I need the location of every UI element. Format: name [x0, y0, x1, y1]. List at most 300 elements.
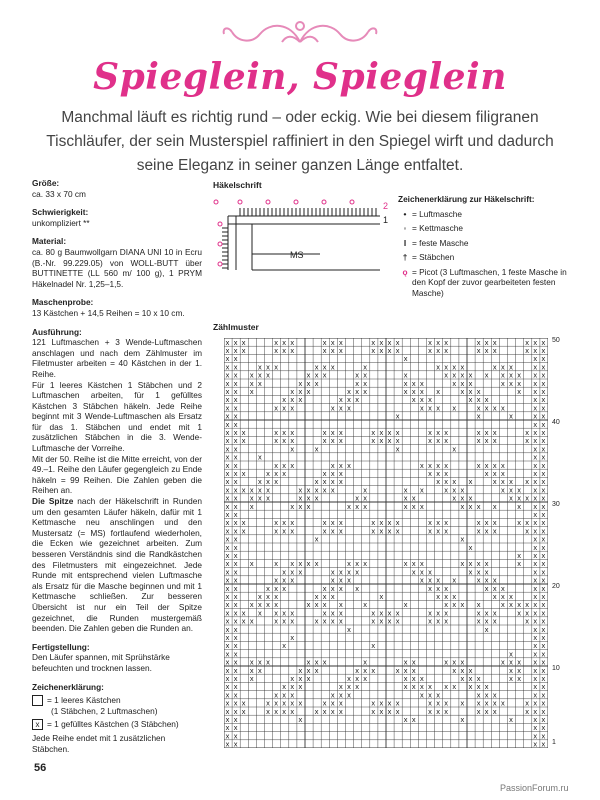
filled-box: x [452, 444, 457, 454]
filled-box: x [452, 485, 457, 495]
filled-box: x [233, 657, 238, 667]
filled-box: x [274, 403, 278, 413]
filled-box: x [476, 608, 481, 618]
filled-box: x [225, 510, 230, 519]
filled-box: x [339, 395, 343, 405]
filled-box: x [484, 690, 489, 700]
filled-box: x [436, 436, 440, 446]
filled-box: x [363, 657, 368, 667]
filled-box: x [460, 362, 465, 372]
filled-box: x [233, 649, 238, 659]
filled-box: x [233, 633, 238, 642]
filled-box: x [468, 501, 473, 511]
filled-box: x [484, 583, 489, 593]
filled-box: x [225, 338, 230, 347]
filled-box: x [233, 469, 238, 478]
filled-box: x [339, 575, 343, 585]
filled-box: x [233, 534, 238, 544]
filled-box: x [322, 698, 327, 708]
filled-box: x [501, 403, 505, 413]
double-crochet-icon: † [402, 252, 408, 262]
filled-box: x [339, 518, 343, 528]
filled-box: x [322, 706, 327, 716]
filled-box: x [420, 387, 424, 396]
filled-box: x [436, 428, 440, 437]
filled-box: x [330, 706, 335, 716]
filled-box: x [476, 567, 481, 577]
filled-box: x [533, 526, 538, 536]
filled-box: x [274, 526, 278, 536]
filled-box: x [403, 485, 408, 495]
filled-box: x [395, 346, 400, 355]
filled-box: x [306, 387, 311, 396]
filled-box: x [298, 559, 303, 569]
filled-box: x [533, 403, 538, 413]
filled-box: x [225, 608, 230, 618]
filled-box: x [436, 616, 440, 626]
filled-box: x [492, 362, 497, 372]
filled-box: x [339, 526, 343, 536]
filled-box: x [403, 682, 408, 692]
filled-box: x [476, 395, 481, 405]
filled-box: x [225, 682, 230, 692]
filled-box: x [258, 493, 262, 503]
filled-box: x [274, 592, 278, 601]
filled-box: x [452, 600, 457, 610]
filled-box: x [403, 378, 408, 388]
filled-box: x [314, 477, 319, 487]
filled-box: x [517, 657, 521, 667]
filled-box: x [533, 501, 538, 511]
filled-box: x [501, 362, 505, 372]
filled-box: x [541, 551, 546, 560]
filled-box: x [282, 567, 287, 577]
filled-box: x [225, 534, 230, 544]
filled-box: x [525, 346, 530, 355]
filled-box: x [347, 682, 351, 692]
filled-box: x [468, 387, 473, 396]
filled-box: x [241, 485, 246, 495]
filled-box: x [282, 698, 287, 708]
filled-box: x [444, 346, 449, 355]
filled-box: x [330, 338, 335, 347]
filled-box: x [411, 674, 416, 683]
filled-box: x [225, 715, 230, 724]
filled-box: x [298, 378, 303, 388]
filled-box: x [509, 485, 513, 495]
filled-box: x [241, 346, 246, 355]
filled-box: x [355, 387, 359, 396]
filled-box: x [436, 518, 440, 528]
filled-box: x [420, 575, 424, 585]
filled-box: x [525, 518, 530, 528]
filled-box: x [347, 501, 351, 511]
legend-empty-row [32, 695, 202, 716]
filled-box: x [339, 583, 343, 593]
filled-box: x [266, 477, 270, 487]
filled-box: x [225, 518, 230, 528]
filled-box: x [233, 477, 238, 487]
filled-box: x [541, 419, 546, 429]
picot-icon: ǫ [402, 266, 408, 277]
filled-box: x [541, 690, 546, 700]
material-value: ca. 80 g Baumwollgarn DIANA UNI 10 in Ecru (B.-Nr. 99.229.05) von WOLL-BUTT über BUTTINETTE (LL 560 m/ 100 g), 1 PRYM Häkelnadel Nr. 1,25–1,5. [32, 246, 202, 289]
filled-box: x [322, 592, 327, 601]
filled-box: x [403, 501, 408, 511]
filled-box: x [233, 526, 238, 536]
filled-box: x [330, 592, 335, 601]
filled-box: x [411, 559, 416, 569]
filled-box: x [436, 583, 440, 593]
filled-box: x [509, 370, 513, 380]
filled-box: x [241, 518, 246, 528]
filled-box: x [233, 706, 238, 716]
filled-box: x [347, 674, 351, 683]
filled-box: x [379, 518, 384, 528]
filled-box: x [501, 592, 505, 601]
filled-box: x [314, 444, 319, 454]
filled-box: x [233, 436, 238, 446]
filled-box: x [233, 444, 238, 454]
filled-box: x [371, 428, 376, 437]
filled-box: x [541, 706, 546, 716]
filled-box: x [339, 567, 343, 577]
filled-box: x [541, 493, 546, 503]
instructions-column [32, 178, 202, 755]
filled-box: x [363, 600, 368, 610]
filled-box: x [225, 346, 230, 355]
filled-box: x [533, 542, 538, 552]
filled-box: x [330, 428, 335, 437]
filled-box: x [282, 395, 287, 405]
filled-box: x [541, 567, 546, 577]
legend-empty-text: = 1 leeres Kästchen [47, 695, 121, 706]
filled-box: x [541, 428, 546, 437]
filled-box: x [225, 649, 230, 659]
filled-box: x [298, 501, 303, 511]
filled-box: x [509, 715, 513, 724]
filled-box: x [509, 600, 513, 610]
edging-label: Die Spitze [32, 496, 74, 507]
filled-box: x [379, 346, 384, 355]
filled-box: x [541, 649, 546, 659]
filled-box: x [525, 338, 530, 347]
filled-box: x [282, 428, 287, 437]
slip-stitch-icon: ◦ [403, 223, 407, 233]
filled-box: x [411, 501, 416, 511]
filled-box: x [541, 633, 546, 642]
filled-box: x [266, 583, 270, 593]
filled-box: x [225, 665, 230, 675]
filled-box: x [249, 600, 254, 610]
filled-box: x [298, 387, 303, 396]
filled-box: x [274, 469, 278, 478]
round-label-1: 1 [383, 215, 389, 225]
filled-box: x [225, 378, 230, 388]
filled-box: x [290, 346, 295, 355]
filled-box: x [363, 501, 368, 511]
filled-box: x [233, 419, 238, 429]
filled-box: x [347, 395, 351, 405]
filled-box: x [290, 460, 295, 470]
filled-box: x [541, 436, 546, 446]
filled-box: x [509, 592, 513, 601]
filled-box: x [525, 616, 530, 626]
filled-box: x [476, 436, 481, 446]
filled-box: x [225, 452, 230, 462]
filled-box: x [290, 387, 295, 396]
filled-box: x [541, 510, 546, 519]
filled-box: x [322, 608, 327, 618]
filled-box: x [411, 387, 416, 396]
filled-box: x [249, 378, 254, 388]
filled-box: x [225, 723, 230, 733]
filled-box: x [476, 698, 481, 708]
filled-box: x [533, 378, 538, 388]
filled-box: x [387, 526, 392, 536]
instructions-label: Ausführung: [32, 326, 82, 337]
filled-box: x [233, 395, 238, 405]
filled-box: x [306, 657, 311, 667]
filled-box: x [484, 526, 489, 536]
filled-box: x [233, 575, 238, 585]
filled-box: x [428, 346, 432, 355]
filled-box: x [460, 485, 465, 495]
filled-box: x [330, 477, 335, 487]
filled-box: x [468, 682, 473, 692]
row-number: 50 [552, 337, 560, 344]
filled-box: x [282, 575, 287, 585]
filled-box: x [225, 485, 230, 495]
filled-box: x [460, 559, 465, 569]
filled-box: x [460, 534, 465, 544]
filled-box: x [314, 362, 319, 372]
filled-box: x [411, 567, 416, 577]
filled-box: x [541, 477, 546, 487]
filled-box: x [233, 624, 238, 634]
filled-box: x [428, 460, 432, 470]
filled-box: x [258, 370, 262, 380]
row-number: 30 [552, 501, 560, 508]
instructions-p3: Mit der 50. Reihe ist die Mitte erreicht, von der 49.–1. Reihe den Läufer gegengleich zu Ende häkeln = 99 Reihen. Die Zahlen geben die Reihen an. [32, 453, 202, 496]
filled-box: x [266, 493, 270, 503]
key-item [398, 252, 578, 263]
filled-box: x [282, 690, 287, 700]
filled-box: x [541, 485, 546, 495]
filled-box: x [476, 518, 481, 528]
filled-box: x [249, 665, 254, 675]
row-numbers [548, 338, 578, 748]
filled-box: x [225, 551, 230, 560]
filled-box: x [282, 706, 287, 716]
filled-box: x [314, 665, 319, 675]
filled-box: x [241, 436, 246, 446]
filled-box: x [533, 411, 538, 421]
filled-box: x [484, 460, 489, 470]
filled-box: x [420, 395, 424, 405]
difficulty-label: Schwierigkeit: [32, 207, 89, 218]
filled-box: x [314, 559, 319, 569]
filled-box: x [541, 460, 546, 470]
filled-box: x [436, 403, 440, 413]
filled-box: x [541, 403, 546, 413]
filled-box: x [314, 616, 319, 626]
filled-box: x [476, 338, 481, 347]
filled-box: x [509, 665, 513, 675]
filled-box: x [484, 706, 489, 716]
filled-box: x [274, 338, 278, 347]
filled-box: x [290, 403, 295, 413]
filled-box: x [476, 411, 481, 421]
filled-box: x [314, 378, 319, 388]
filled-box: x [290, 608, 295, 618]
filled-box: x [290, 698, 295, 708]
filled-box: x [533, 575, 538, 585]
filled-box: x [468, 477, 473, 487]
filled-box: x [379, 338, 384, 347]
filled-box: x [249, 501, 254, 511]
filled-box: x [274, 575, 278, 585]
filled-box: x [492, 698, 497, 708]
filled-box: x [476, 674, 481, 683]
filled-box: x [541, 624, 546, 634]
filled-box: x [233, 387, 238, 396]
filled-box: x [314, 370, 319, 380]
filled-box: x [322, 600, 327, 610]
filled-box: x [444, 706, 449, 716]
filled-box: x [241, 469, 246, 478]
filled-box: x [355, 493, 359, 503]
filled-box: x [266, 698, 270, 708]
filled-box: x [428, 575, 432, 585]
filled-box: x [428, 469, 432, 478]
difficulty-value: unkompliziert ** [32, 217, 90, 228]
filled-box: x [322, 616, 327, 626]
filled-box: x [460, 387, 465, 396]
filled-box: x [403, 387, 408, 396]
filled-box: x [330, 362, 335, 372]
filled-box: x [436, 608, 440, 618]
filled-box: x [492, 575, 497, 585]
filled-box: x [379, 616, 384, 626]
key-item [398, 238, 578, 249]
filled-box: x [420, 460, 424, 470]
filled-box: x [436, 575, 440, 585]
filled-box: x [258, 592, 262, 601]
filled-box: x [225, 411, 230, 421]
filled-box: x [484, 436, 489, 446]
filled-box: x [428, 616, 432, 626]
filled-box: x [355, 395, 359, 405]
filled-box: x [541, 731, 546, 741]
filled-box: x [266, 592, 270, 601]
filled-box: x [274, 428, 278, 437]
filled-box: x [533, 387, 538, 396]
filled-box: x [266, 657, 270, 667]
filled-box: x [420, 567, 424, 577]
filled-box: x [314, 600, 319, 610]
filled-box: x [541, 387, 546, 396]
filled-box: x [339, 460, 343, 470]
filled-box: x [395, 428, 400, 437]
filled-box: x [476, 600, 481, 610]
filled-box: x [484, 403, 489, 413]
key-item [398, 267, 578, 299]
filled-box: x [339, 436, 343, 446]
filled-box: x [436, 477, 440, 487]
filled-box: x [525, 477, 530, 487]
filled-box: x [533, 395, 538, 405]
filled-box: x [274, 690, 278, 700]
filled-box: x [444, 657, 449, 667]
filled-box: x [541, 542, 546, 552]
filled-box: x [274, 518, 278, 528]
row-number: 40 [552, 419, 560, 426]
finishing-value: Den Läufer spannen, mit Sprühstärke befeuchten und trocknen lassen. [32, 652, 170, 673]
filled-box: x [525, 600, 530, 610]
filled-box: x [290, 682, 295, 692]
filled-box: x [363, 485, 368, 495]
filled-box: x [249, 559, 254, 569]
filled-box: x [225, 469, 230, 478]
filled-box: x [233, 346, 238, 355]
filled-box: x [484, 575, 489, 585]
filled-box: x [533, 452, 538, 462]
filled-box: x [339, 706, 343, 716]
filled-box: x [403, 370, 408, 380]
filled-box: x [492, 608, 497, 618]
filled-box: x [322, 370, 327, 380]
filled-box: x [492, 477, 497, 487]
filled-box: x [306, 378, 311, 388]
filled-box: x [436, 346, 440, 355]
filled-box: x [476, 526, 481, 536]
filled-box: x [282, 338, 287, 347]
filled-box: x [501, 477, 505, 487]
filled-box: x [322, 583, 327, 593]
filled-box: x [525, 436, 530, 446]
filled-box: x [484, 698, 489, 708]
filled-box: x [233, 370, 238, 380]
filled-box: x [363, 665, 368, 675]
filled-box: x [541, 395, 546, 405]
filled-box: x [233, 518, 238, 528]
intro-text: Manchmal läuft es richtig rund – oder eckig. Wie bei diesem filigranen Tischläufer, der sein Musterspiel raffiniert in den Spiegel wirft und dadurch seine Eleganz in seiner ganzen Länge entfaltet. [46, 109, 554, 174]
filled-box: x [403, 600, 408, 610]
filled-box: x [306, 493, 311, 503]
filled-box: x [468, 370, 473, 380]
filled-box: x [403, 559, 408, 569]
filled-box: x [533, 477, 538, 487]
filled-box: x [484, 428, 489, 437]
filled-box: x [452, 370, 457, 380]
filled-box: x [282, 616, 287, 626]
filled-box: x [403, 657, 408, 667]
filled-box: x [395, 706, 400, 716]
filled-box: x [225, 600, 230, 610]
filled-box: x [476, 346, 481, 355]
filled-box: x [290, 674, 295, 683]
filled-box: x [225, 633, 230, 642]
filled-box: x [233, 403, 238, 413]
filled-box: x [533, 706, 538, 716]
filled-box: x [460, 501, 465, 511]
filled-box: x [225, 387, 230, 396]
filled-box: x [517, 674, 521, 683]
filled-box: x [541, 370, 546, 380]
filled-box: x [330, 485, 335, 495]
filled-box: x [233, 501, 238, 511]
